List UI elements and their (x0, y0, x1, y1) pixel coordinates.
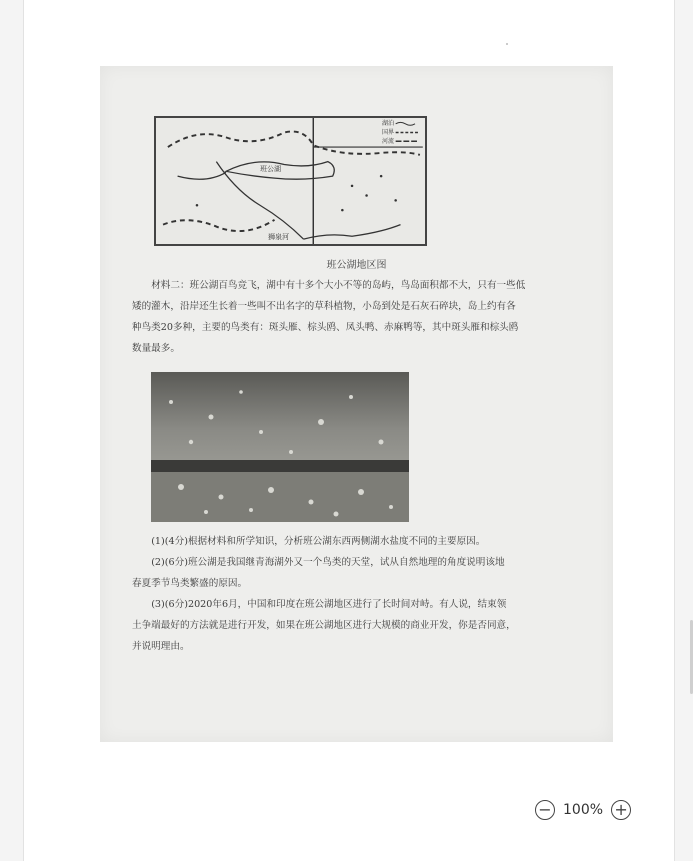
zoom-level: 100% (563, 802, 604, 818)
question-3-line-1: (3)(6分)2020年6月，中国和印度在班公湖地区进行了长时间对峙。有人说，结束领 (151, 599, 507, 610)
material-line-3: 种鸟类20多种，主要的鸟类有：斑头雁、棕头鸥、凤头鸭、赤麻鸭等，其中斑头雁和棕头鸥 (132, 322, 519, 333)
map-lake-label: 班公湖 (260, 165, 281, 173)
material-line-2: 矮的灌木，沿岸还生长着一些叫不出名字的草科植物，小岛到处是石灰石碎块，岛上约有各 (132, 301, 516, 312)
question-2-line-2: 春夏季节鸟类繁盛的原因。 (132, 578, 248, 589)
zoom-in-icon[interactable]: + (611, 800, 631, 820)
zoom-out-icon[interactable]: − (535, 800, 555, 820)
questions (132, 531, 578, 657)
question-1: (1)(4分)根据材料和所学知识，分析班公湖东西两侧湖水盐度不同的主要原因。 (151, 536, 486, 547)
question-3-line-2: 土争端最好的方法就是进行开发，如果在班公湖地区进行大规模的商业开发，你是否同意， (132, 620, 516, 631)
map-caption: 班公湖地区图 (326, 260, 387, 271)
map-figure (154, 116, 427, 246)
material-two (132, 275, 578, 359)
legend-border: 国界 (382, 129, 395, 136)
question-2-line-1: (2)(6分)班公湖是我国继青海湖外又一个鸟类的天堂，试从自然地理的角度说明该地 (151, 557, 505, 568)
material-line-1: 材料二：班公湖百鸟竞飞，湖中有十多个大小不等的岛屿，鸟岛面积都不大，只有一些低 (151, 280, 526, 291)
material-line-4: 数量最多。 (132, 343, 180, 354)
scanned-exam-page (100, 66, 613, 742)
map-river-label: 狮泉河 (268, 233, 289, 241)
bird-photo (151, 372, 409, 522)
speck (506, 43, 508, 45)
legend-lake: 湖泊 (382, 120, 395, 127)
zoom-control (535, 797, 631, 823)
legend-river: 河流 (382, 138, 395, 145)
question-3-line-3: 并说明理由。 (132, 641, 190, 652)
